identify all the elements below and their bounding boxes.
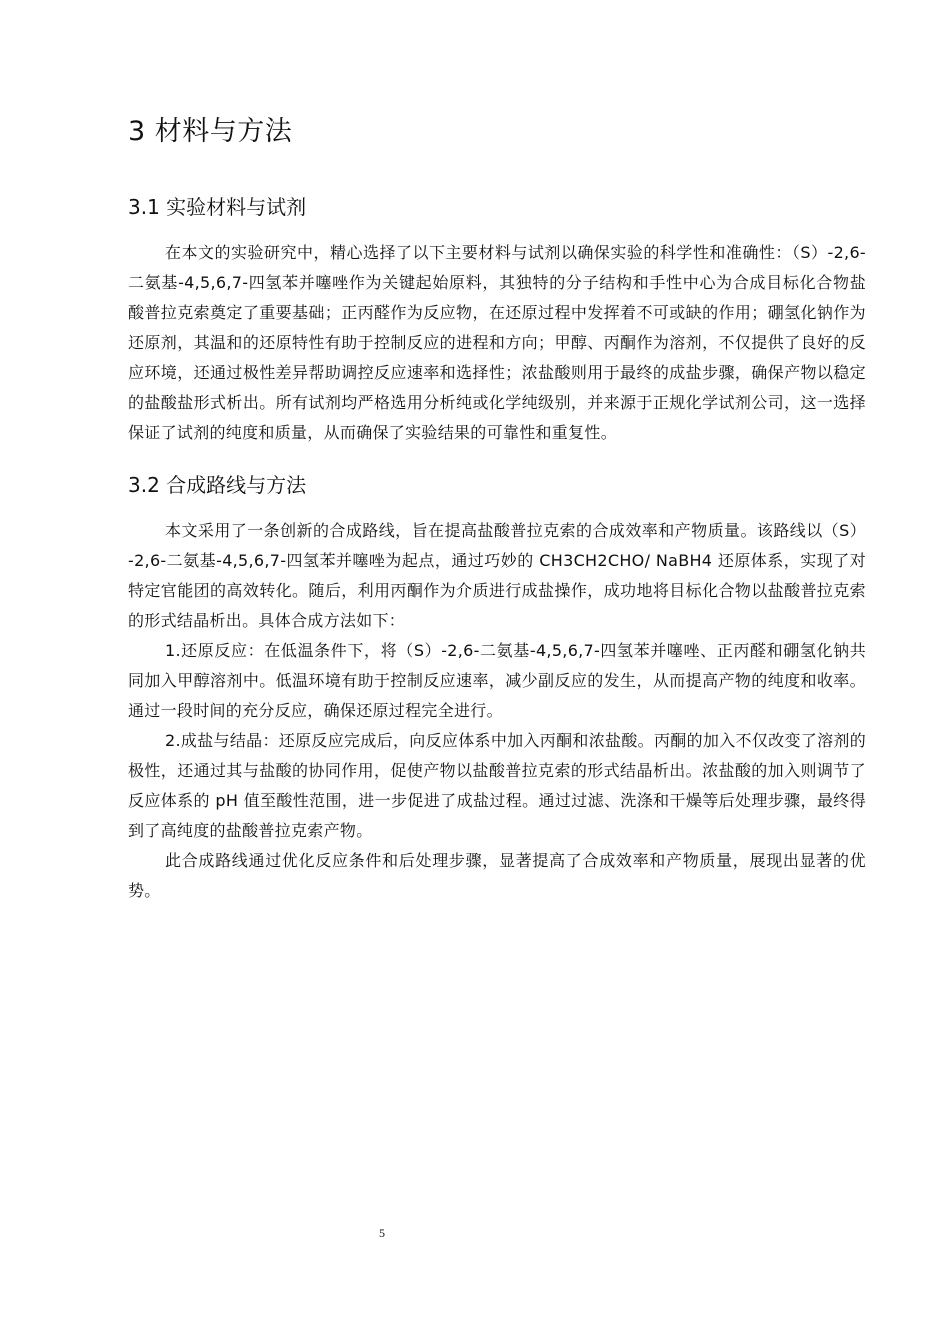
- reduction-step-paragraph: 1.还原反应：在低温条件下，将（S）-2,6-二氨基-4,5,6,7-四氢苯并噻唑、正丙醛和硼氢化钠共同加入甲醇溶剂中。低温环境有助于控制反应速率，减少副反应的发生，从而提高产物的纯度和收率。通过一段时间的充分反应，确保还原过程完全进行。: [128, 641, 866, 720]
- page-number: 5: [379, 1226, 385, 1240]
- subsection-synthesis: [128, 470, 866, 906]
- page-content: [128, 110, 866, 928]
- section-heading: 3 材料与方法: [128, 116, 293, 147]
- synthesis-intro-paragraph: 本文采用了一条创新的合成路线，旨在提高盐酸普拉克索的合成效率和产物质量。该路线以（S）-2,6-二氨基-4,5,6,7-四氢苯并噻唑为起点，通过巧妙的 CH3CH2CHO/ NaBH4 还原体系，实现了对特定官能团的高效转化。随后，利用丙酮作为介质进行成盐操作，成功地将目标化合物以盐酸普拉克索的形式结晶析出。具体合成方法如下：: [128, 521, 866, 630]
- subsection-heading-synthesis: 3.2 合成路线与方法: [128, 473, 307, 497]
- salt-formation-step-paragraph: 2.成盐与结晶：还原反应完成后，向反应体系中加入丙酮和浓盐酸。丙酮的加入不仅改变了溶剂的极性，还通过其与盐酸的协同作用，促使产物以盐酸普拉克索的形式结晶析出。浓盐酸的加入则调节了反应体系的 pH 值至酸性范围，进一步促进了成盐过程。通过过滤、洗涤和干燥等后处理步骤，最终得到了高纯度的盐酸普拉克索产物。: [128, 731, 866, 840]
- materials-paragraph: 在本文的实验研究中，精心选择了以下主要材料与试剂以确保实验的科学性和准确性：（S）-2,6-二氨基-4,5,6,7-四氢苯并噻唑作为关键起始原料，其独特的分子结构和手性中心为合成目标化合物盐酸普拉克索奠定了重要基础；正丙醛作为反应物，在还原过程中发挥着不可或缺的作用；硼氢化钠作为还原剂，其温和的还原特性有助于控制反应的进程和方向；甲醇、丙酮作为溶剂，不仅提供了良好的反应环境，还通过极性差异帮助调控反应速率和选择性；浓盐酸则用于最终的成盐步骤，确保产物以稳定的盐酸盐形式析出。所有试剂均严格选用分析纯或化学纯级别，并来源于正规化学试剂公司，这一选择保证了试剂的纯度和质量，从而确保了实验结果的可靠性和重复性。: [128, 243, 866, 442]
- subsection-heading-materials: 3.1 实验材料与试剂: [128, 195, 307, 219]
- conclusion-paragraph: 此合成路线通过优化反应条件和后处理步骤，显著提高了合成效率和产物质量，展现出显著的优势。: [128, 851, 866, 900]
- subsection-materials: [128, 192, 866, 448]
